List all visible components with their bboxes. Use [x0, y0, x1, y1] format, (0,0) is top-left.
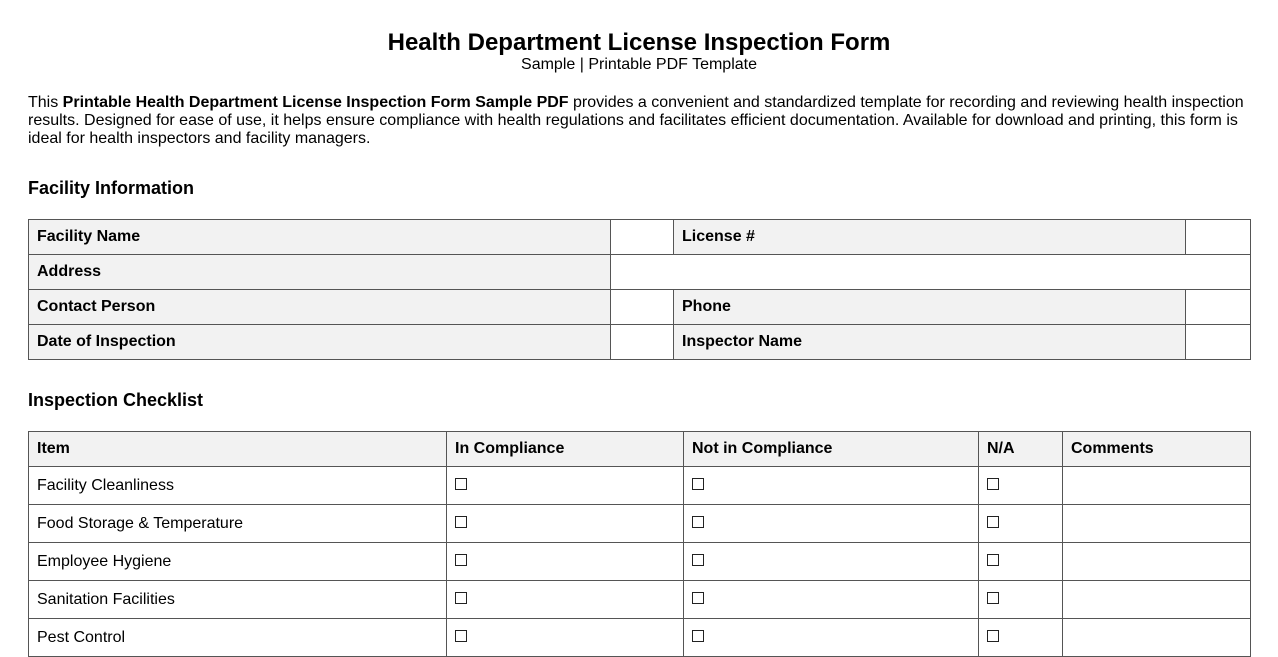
in-compliance-checkbox-icon[interactable] [455, 592, 467, 604]
not-in-compliance-checkbox-icon[interactable] [692, 630, 704, 642]
comments-field[interactable] [1063, 543, 1251, 581]
table-row [29, 581, 1251, 619]
in-compliance-checkbox-icon[interactable] [455, 554, 467, 566]
comments-field[interactable] [1063, 505, 1251, 543]
date-of-inspection-label: Date of Inspection [29, 325, 611, 360]
facility-info-heading: Facility Information [28, 178, 195, 198]
not-in-compliance-checkbox-icon[interactable] [692, 592, 704, 604]
column-header-na: N/A [979, 432, 1063, 467]
intro-suffix: provides a convenient and standardized template for recording and reviewing health inspection results. Designed for ease of use, it helps ensure compliance with health regulations and facilitates efficient documentation. Available for download and printing, this form is ideal for health inspectors and facility managers. [28, 94, 1244, 147]
table-row [29, 543, 1251, 581]
table-header-row [29, 432, 1251, 467]
in-compliance-checkbox-icon[interactable] [455, 478, 467, 490]
not-in-compliance-checkbox-icon[interactable] [692, 478, 704, 490]
table-row [29, 619, 1251, 657]
license-number-field[interactable] [1186, 220, 1251, 255]
checklist-item-label: Food Storage & Temperature [29, 505, 447, 543]
contact-person-label: Contact Person [29, 290, 611, 325]
intro-prefix: This [28, 94, 63, 111]
inspector-name-label: Inspector Name [674, 325, 1186, 360]
inspector-name-field[interactable] [1186, 325, 1251, 360]
in-compliance-checkbox-icon[interactable] [455, 630, 467, 642]
not-in-compliance-checkbox-icon[interactable] [692, 554, 704, 566]
column-header-item: Item [29, 432, 447, 467]
inspection-checklist-table [28, 431, 1251, 657]
table-row [29, 220, 1251, 255]
column-header-comments: Comments [1063, 432, 1251, 467]
checklist-item-label: Facility Cleanliness [29, 467, 447, 505]
facility-name-field[interactable] [611, 220, 674, 255]
checklist-item-label: Sanitation Facilities [29, 581, 447, 619]
table-row [29, 467, 1251, 505]
page-title: Health Department License Inspection Form [387, 29, 891, 56]
na-checkbox-icon[interactable] [987, 516, 999, 528]
na-checkbox-icon[interactable] [987, 592, 999, 604]
intro-paragraph [28, 94, 1250, 148]
contact-person-field[interactable] [611, 290, 674, 325]
in-compliance-checkbox-icon[interactable] [455, 516, 467, 528]
address-label: Address [29, 255, 611, 290]
table-row [29, 325, 1251, 360]
address-field[interactable] [611, 255, 1251, 290]
phone-field[interactable] [1186, 290, 1251, 325]
table-row [29, 290, 1251, 325]
table-row [29, 255, 1251, 290]
license-number-label: License # [674, 220, 1186, 255]
checklist-item-label: Employee Hygiene [29, 543, 447, 581]
column-header-not-in-compliance: Not in Compliance [684, 432, 979, 467]
date-of-inspection-field[interactable] [611, 325, 674, 360]
page-subtitle: Sample | Printable PDF Template [521, 56, 757, 73]
na-checkbox-icon[interactable] [987, 554, 999, 566]
facility-name-label: Facility Name [29, 220, 611, 255]
not-in-compliance-checkbox-icon[interactable] [692, 516, 704, 528]
column-header-in-compliance: In Compliance [447, 432, 684, 467]
facility-info-table [28, 219, 1251, 360]
na-checkbox-icon[interactable] [987, 630, 999, 642]
table-row [29, 505, 1251, 543]
na-checkbox-icon[interactable] [987, 478, 999, 490]
comments-field[interactable] [1063, 467, 1251, 505]
comments-field[interactable] [1063, 581, 1251, 619]
comments-field[interactable] [1063, 619, 1251, 657]
checklist-item-label: Pest Control [29, 619, 447, 657]
phone-label: Phone [674, 290, 1186, 325]
inspection-checklist-heading: Inspection Checklist [28, 390, 204, 410]
intro-bold: Printable Health Department License Inspection Form Sample PDF [62, 94, 569, 111]
